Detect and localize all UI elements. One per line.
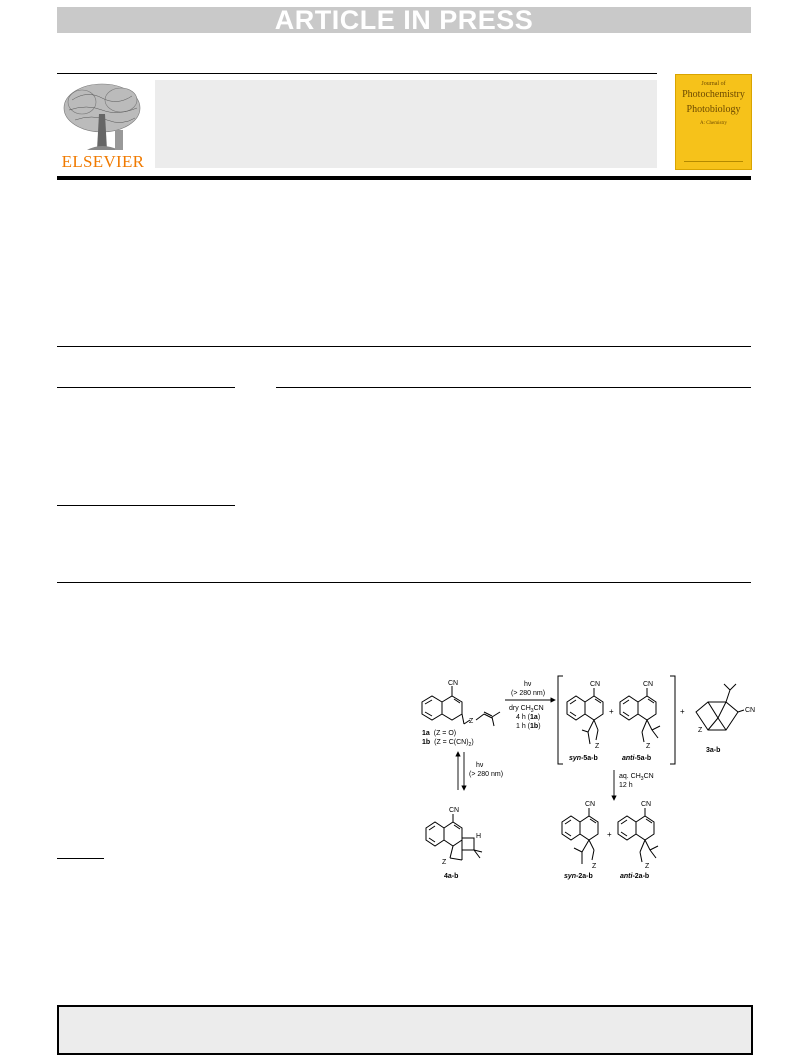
step3-solvent: aq. $CH_3CN$ (619, 773, 654, 782)
cover-footer-line (684, 161, 743, 162)
anti5-label: anti-5a-b (622, 755, 652, 762)
journal-header-box (155, 80, 657, 168)
title-block-rule (57, 346, 751, 347)
product-3-structure (696, 684, 744, 730)
keywords-rule (57, 505, 235, 506)
syn2-z: Z (592, 863, 597, 870)
anti2-cn: CN (641, 801, 652, 808)
p4-z: Z (442, 859, 447, 866)
article-info-rule (57, 387, 235, 388)
cover-line-3: Photobiology (686, 104, 741, 115)
journal-cover-image (675, 74, 752, 170)
reactant-structure (422, 686, 500, 726)
step2-hv: hν (476, 762, 484, 769)
step2-wavelength: (> 280 nm) (469, 771, 504, 778)
reaction-scheme (412, 672, 757, 887)
product-4-structure (426, 814, 482, 860)
anti5-cn: CN (643, 681, 654, 688)
syn2-label: syn-2a-b (564, 873, 593, 880)
syn2-cn: CN (585, 801, 596, 808)
step3-time: 12 h (619, 782, 633, 789)
elsevier-wordmark: ELSEVIER (61, 152, 145, 171)
reactant-label-b: 1b $(Z = C(CN)_2)$ (422, 739, 474, 748)
plus-2: + (680, 707, 685, 716)
reactant-label-a: 1a (Z = O) (422, 730, 457, 737)
anti5-z: Z (646, 743, 651, 750)
syn-5-structure (567, 688, 603, 744)
cover-line-2: Photochemistry (682, 89, 745, 100)
plus-1: + (609, 707, 614, 716)
anti-2-structure (618, 808, 658, 862)
cover-line-4: A: Chemistry (699, 121, 728, 126)
anti-5-structure (620, 688, 660, 742)
header-thick-rule (57, 176, 751, 180)
abstract-rule (276, 387, 751, 388)
plus-3: + (607, 830, 612, 839)
article-in-press-banner: ARTICLE IN PRESS (57, 7, 751, 33)
anti2-z: Z (645, 863, 650, 870)
reactant-z: Z (469, 718, 474, 725)
section-underline (57, 858, 104, 859)
citation-box (57, 1005, 753, 1055)
anti2-label: anti-2a-b (620, 873, 650, 880)
syn5-cn: CN (590, 681, 601, 688)
bracket-right (670, 676, 675, 764)
p4-cn: CN (449, 807, 460, 814)
p3-label: 3a-b (706, 747, 721, 754)
p4-h: H (476, 833, 482, 840)
step1-solvent: dry $CH_3CN$ (509, 705, 544, 714)
header-top-rule (57, 73, 657, 74)
step1-time-a: 4 h (1a) (516, 714, 541, 721)
bracket-left (558, 676, 563, 764)
syn5-label: syn-5a-b (569, 755, 598, 762)
step1-time-b: 1 h (1b) (516, 723, 541, 730)
step1-wavelength: (> 280 nm) (511, 690, 546, 697)
p3-cn: CN (745, 707, 756, 714)
syn5-z: Z (595, 743, 600, 750)
reactant-cn: CN (448, 680, 459, 687)
body-start-rule (57, 582, 751, 583)
cover-line-1: Journal of (701, 81, 726, 87)
p3-z: Z (698, 727, 703, 734)
p4-label: 4a-b (444, 873, 459, 880)
step1-hv: hν (524, 681, 532, 688)
syn-2-structure (562, 808, 598, 864)
